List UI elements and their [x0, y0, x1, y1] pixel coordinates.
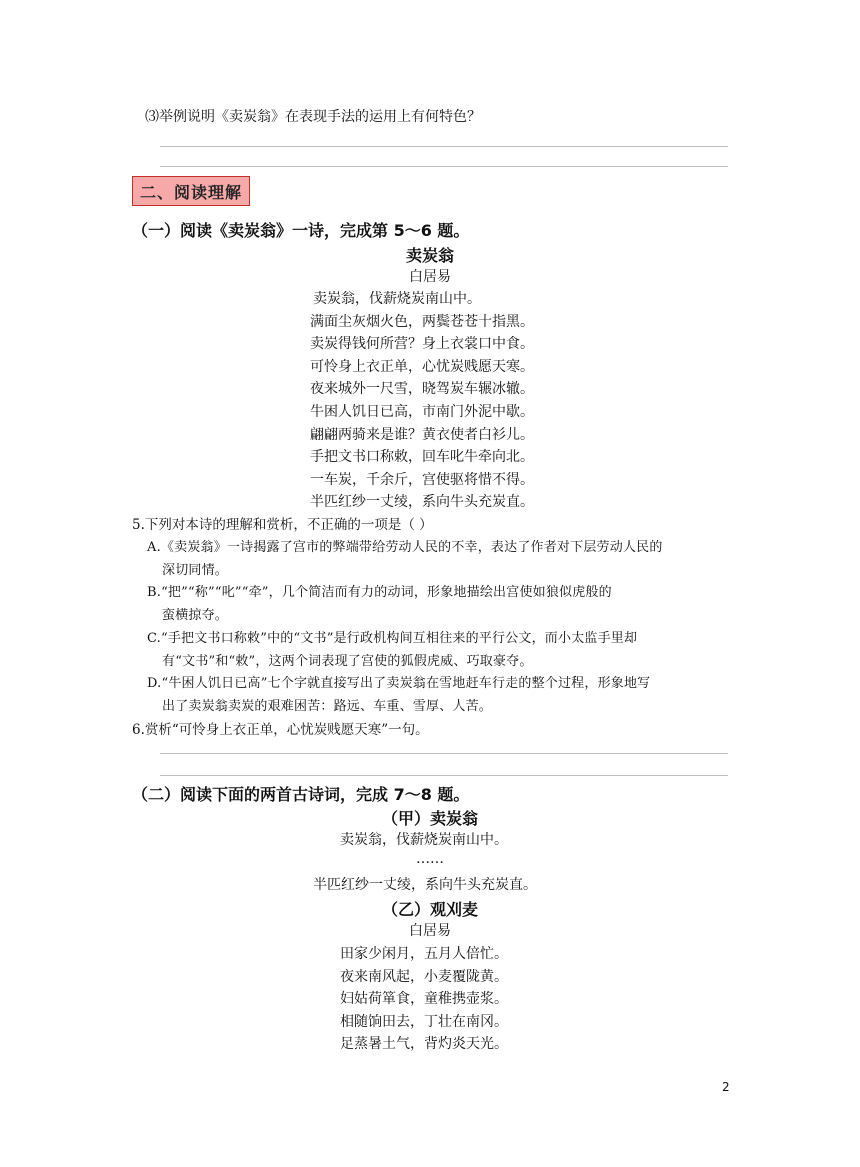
page-number: 2 [722, 1080, 730, 1094]
answer-line [160, 753, 728, 754]
answer-line [160, 166, 728, 167]
poem-line: 夜来南风起，小麦覆陇黄。 [340, 969, 508, 985]
poem-line: 翩翩两骑来是谁？黄衣使者白衫儿。 [310, 427, 534, 443]
answer-line [160, 775, 728, 776]
question-5: 5.下列对本诗的理解和赏析，不正确的一项是（ ） [132, 517, 433, 533]
poem-line: 手把文书口称敕，回车叱牛牵向北。 [310, 449, 534, 465]
question-6: 6.赏析“可怜身上衣正单，心忧炭贱愿天寒”一句。 [132, 722, 429, 738]
poem-line: 卖炭翁，伐薪烧炭南山中。 [340, 832, 508, 848]
poem-line: 田家少闲月，五月人倍忙。 [340, 946, 508, 962]
option-line: D.“牛困人饥日已高”七个字就直接写出了卖炭翁在雪地赶车行走的整个过程，形象地写 [147, 676, 651, 691]
ellipsis: …… [416, 851, 444, 867]
poem-b-author: 白居易 [409, 923, 451, 939]
poem-line: 妇姑荷箪食，童稚携壶浆。 [340, 991, 508, 1007]
poem-line: 相随饷田去，丁壮在南冈。 [340, 1014, 508, 1030]
poem-line: 半匹红纱一丈绫，系向牛头充炭直。 [310, 494, 534, 510]
option-line: 蛮横掠夺。 [162, 608, 229, 623]
option-line: C.“手把文书口称敕”中的“文书”是行政机构间互相往来的平行公文，而小太监手里却 [147, 631, 638, 646]
part2-intro: （二）阅读下面的两首古诗词，完成 7～8 题。 [132, 785, 470, 804]
poem-line: 满面尘灰烟火色，两鬓苍苍十指黑。 [310, 314, 534, 330]
poem-a-title: （甲）卖炭翁 [381, 809, 478, 828]
option-line: 出了卖炭翁卖炭的艰难困苦：路远、车重、雪厚、人苦。 [162, 699, 493, 714]
answer-line [160, 146, 728, 147]
poem-author: 白居易 [409, 269, 451, 285]
poem-line: 可怜身上衣正单，心忧炭贱愿天寒。 [310, 359, 534, 375]
poem-line: 足蒸暑土气，背灼炎天光。 [340, 1036, 508, 1052]
poem-title: 卖炭翁 [405, 246, 454, 265]
section-header: 二、阅读理解 [132, 176, 250, 206]
poem-line: 夜来城外一尺雪，晓驾炭车辗冰辙。 [310, 381, 534, 397]
part1-intro: （一）阅读《卖炭翁》一诗，完成第 5～6 题。 [132, 221, 470, 240]
question-3: ⑶举例说明《卖炭翁》在表现手法的运用上有何特色？ [145, 109, 481, 125]
poem-b-title: （乙）观刈麦 [381, 900, 478, 919]
option-line: 有“文书”和“敕”，这两个词表现了宫使的狐假虎威、巧取豪夺。 [162, 654, 533, 669]
poem-line: 牛困人饥日已高，市南门外泥中歇。 [310, 404, 534, 420]
poem-line: 卖炭得钱何所营？身上衣裳口中食。 [310, 336, 534, 352]
option-line: 深切同情。 [162, 563, 229, 578]
poem-line: 半匹红纱一丈绫，系向牛头充炭直。 [313, 877, 537, 893]
option-line: B.“把”“称”“叱”“牵”，几个简洁而有力的动词，形象地描绘出宫使如狼似虎般的 [147, 585, 612, 600]
option-line: A.《卖炭翁》一诗揭露了宫市的弊端带给劳动人民的不幸，表达了作者对下层劳动人民的 [147, 540, 663, 555]
poem-line: 一车炭，千余斤，宫使驱将惜不得。 [310, 472, 534, 488]
poem-line: 卖炭翁，伐薪烧炭南山中。 [313, 291, 481, 307]
